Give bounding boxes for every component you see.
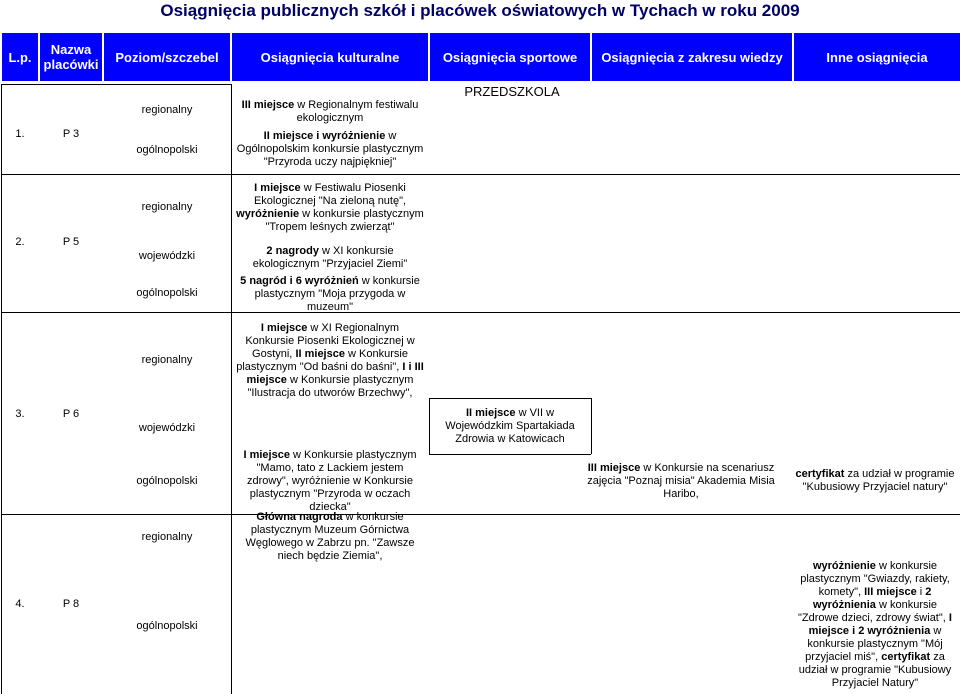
row4-inne-text-b2: w konkursie "Zdrowe dzieci, zdrowy świat", <box>798 599 946 624</box>
row4-inne-national <box>794 558 956 692</box>
row4-kult-reg-bold: Główna nagroda <box>256 511 343 523</box>
row2-kult-reg-text2: w konkursie plastycznym "Tropem leśnych zwierząt" <box>265 208 424 233</box>
row1-name: P 3 <box>62 127 80 140</box>
row3-lp: 3. <box>15 407 25 420</box>
row4-level-regional: regionalny <box>141 530 193 543</box>
row2-level-national: ogólnopolski <box>136 286 198 299</box>
row4-inne-bold-a: wyróżnienie <box>812 560 876 572</box>
row1-level-regional: regionalny <box>141 103 193 116</box>
row1-kult-nat-bold: II miejsce i wyróżnienie <box>263 129 386 142</box>
row3-kult-reg-bold-c: I i III miejsce <box>246 361 424 386</box>
row4-inne-text-d: za udział w programie "Kubusiowy Przyjaciel Natury" <box>798 651 952 689</box>
page-title: Osiągnięcia publicznych szkół i placówek oświatowych w Tychach w roku 2009 <box>160 1 800 20</box>
row3-sport-text: w VII w Wojewódzkim Spartakiada Zdrowia w Katowicach <box>445 406 575 445</box>
row3-kult-national <box>236 448 424 513</box>
row2-kult-nat-bold: 5 nagród i 6 wyróżnień <box>240 274 359 287</box>
row3-kult-reg-text-c: w Konkursie plastycznym "Ilustracja do utworów Brzechwy", <box>247 374 414 399</box>
row4-inne-bold-b: III miejsce <box>864 586 917 598</box>
row4-inne-text-c: w konkursie plastycznym "Mój przyjaciel miś", <box>805 625 943 663</box>
row2-lp: 2. <box>15 235 25 248</box>
row3-kult-reg-text-a: w XI Regionalnym Konkursie Piosenki Ekologicznej w Gostyni, <box>245 322 415 360</box>
row4-level-national: ogólnopolski <box>136 619 198 632</box>
row2-kult-national <box>236 274 424 313</box>
row1-kult-regional <box>236 97 424 127</box>
row3-inne-bold: certyfikat <box>795 468 845 480</box>
row2-kult-reg-text: w Festiwalu Piosenki Ekologicznej "Na zieloną nutę", <box>253 182 407 207</box>
row1-level-national: ogólnopolski <box>136 143 198 156</box>
row3-inne-national <box>794 466 956 496</box>
header-nazwa-label: Nazwa placówki <box>43 42 99 72</box>
row4-inne-text-b: i <box>916 586 926 598</box>
row3-inne-text: za udział w programie "Kubusiowy Przyjaciel natury" <box>802 468 955 493</box>
row3-level-national: ogólnopolski <box>136 474 198 487</box>
row3-kult-nat-text: w Konkursie plastycznym "Mamo, tato z Lackiem jestem zdrowy", wyróżnienie w Konkursie plastycznym "Przyroda w oczach dziecka" <box>247 448 417 513</box>
row3-name: P 6 <box>62 407 80 420</box>
row2-kult-woj-text: w XI konkursie ekologicznym "Przyjaciel Ziemi" <box>252 245 408 270</box>
row4-inne-bold-d: certyfikat <box>881 651 931 663</box>
row3-kult-reg-bold-a: I miejsce <box>260 322 308 334</box>
header-sportowe-label: Osiągnięcia sportowe <box>442 49 578 65</box>
row4-kult-reg-text: w konkursie plastycznym Muzeum Górnictwa Węglowego w Zabrzu pn. "Zawsze niech będzie Ziemia", <box>245 511 415 562</box>
row3-kult-regional <box>236 322 424 400</box>
row1-kult-reg-bold: III miejsce <box>241 99 295 111</box>
row4-inne-text-a: w konkursie plastycznym "Gwiazdy, rakiety, komety", <box>800 560 950 598</box>
row2-kult-woj-bold: 2 nagrody <box>266 245 319 257</box>
header-wiedzy-label: Osiągnięcia z zakresu wiedzy <box>601 49 783 65</box>
row3-wiedzy-national <box>574 461 788 500</box>
row2-kult-nat-text: w konkursie plastycznym "Moja przygoda w muzeum" <box>254 274 420 313</box>
row1-kult-reg-text: w Regionalnym festiwalu ekologicznym <box>294 99 419 124</box>
row4-lp: 4. <box>15 597 25 610</box>
row1-lp: 1. <box>15 127 25 140</box>
header-inne-label: Inne osiągnięcia <box>826 49 928 65</box>
row3-kult-reg-text-b: w Konkursie plastycznym "Od baśni do baśni", <box>236 348 408 373</box>
header-poziom-label: Poziom/szczebel <box>115 49 219 65</box>
row2-kult-reg-bold2: wyróżnienie <box>236 208 300 220</box>
row2-kult-regional <box>236 182 424 234</box>
row3-level-regional: regionalny <box>141 353 193 366</box>
row3-wiedzy-bold: III miejsce <box>587 461 641 474</box>
row2-kult-voivodeship <box>236 244 424 272</box>
row4-name: P 8 <box>62 597 80 610</box>
row3-level-voivodeship: wojewódzki <box>138 421 196 434</box>
row3-kult-nat-bold: I miejsce <box>243 448 290 461</box>
header-lp-label: L.p. <box>8 49 32 65</box>
row4-inne-bold-c: I miejsce i 2 wyróżnienia <box>808 612 952 637</box>
row3-kult-reg-bold-b: II miejsce <box>295 348 345 360</box>
row2-level-voivodeship: wojewódzki <box>138 249 196 262</box>
header-kulturalne-label: Osiągnięcia kulturalne <box>260 49 400 65</box>
row4-inne-bold-b2: 2 wyróżnienia <box>812 586 932 611</box>
row2-name: P 5 <box>62 235 80 248</box>
row2-kult-reg-bold: I miejsce <box>254 182 301 194</box>
row3-wiedzy-text: w Konkursie na scenariusz zajęcia "Poznaj misia" Akademia Misia Haribo, <box>587 461 775 500</box>
row3-sport-bold: II miejsce <box>465 406 516 419</box>
row2-level-regional: regionalny <box>141 200 193 213</box>
row3-sport-voivodeship <box>434 404 586 448</box>
row1-kult-national <box>236 129 424 169</box>
section-label: PRZEDSZKOLA <box>464 84 560 99</box>
row1-kult-nat-text: w Ogólnopolskim konkursie plastycznym "Przyroda uczy najpiękniej" <box>236 129 424 168</box>
row4-kult-regional <box>232 511 428 562</box>
